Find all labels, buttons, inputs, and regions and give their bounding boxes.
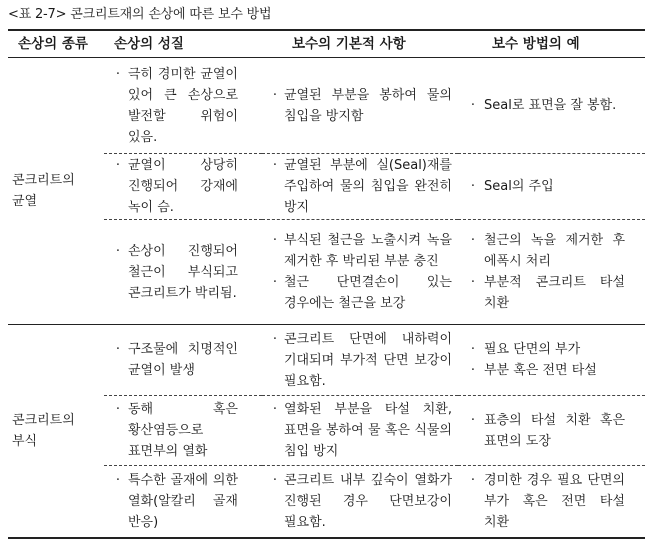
bullet-dot: · (115, 342, 121, 357)
bullet-item (266, 85, 452, 127)
bullet-dot: · (470, 363, 476, 378)
bullet-text: 철근의 녹을 제거한 후 에폭시 처리 (484, 233, 625, 269)
bullet-text: 철근 단면결손이 있는 경우에는 철근을 보강 (284, 275, 452, 311)
bullet-item (462, 470, 639, 533)
repair-example-cell (458, 466, 645, 538)
bullet-dot: · (272, 331, 278, 347)
bullet-dot: · (470, 275, 476, 290)
repair-method-table (8, 29, 645, 539)
table-row (8, 154, 645, 220)
damage-type-cell: 콘크리트의 균열 (8, 58, 104, 325)
bullet-text: 극히 경미한 균열이 있어 큰 손상으로 발전할 위험이 있음. (128, 66, 238, 145)
bullet-text: 콘크리트 내부 깊숙이 열화가 진행된 경우 단면보강이 필요함. (284, 472, 452, 530)
repair-example-cell (458, 58, 645, 154)
header-repair-basics: 보수의 기본적 사항 (262, 30, 458, 58)
bullet-text: Seal로 표면을 잘 봉함. (484, 98, 617, 113)
repair-example-cell (458, 220, 645, 325)
damage-nature-cell (104, 396, 262, 466)
bullet-item (266, 155, 452, 218)
bullet-text: 열화된 부분을 타설 치환, 표면을 봉하여 물 혹은 식물의 침입 방지 (284, 402, 452, 459)
bullet-text: 부분적 콘크리트 타설 치환 (484, 275, 625, 311)
bullet-item (462, 410, 639, 452)
repair-example-cell (458, 154, 645, 220)
bullet-text: 손상이 진행되어 철근이 부식되고 콘크리트가 박리됨. (128, 243, 238, 301)
repair-basics-cell (262, 325, 458, 396)
bullet-text: 부분 혹은 전면 타설 (484, 363, 597, 378)
bullet-dot: · (115, 402, 121, 417)
table-row (8, 220, 645, 325)
bullet-text: 경미한 경우 필요 단면의 부가 혹은 전면 타설 치환 (484, 472, 625, 530)
bullet-dot: · (272, 87, 278, 103)
repair-basics-cell (262, 220, 458, 325)
bullet-item (266, 272, 452, 314)
bullet-item (108, 155, 256, 218)
repair-basics-cell (262, 154, 458, 220)
bullet-dot: · (115, 158, 121, 173)
bullet-dot: · (470, 472, 476, 488)
bullet-text: 콘크리트 단면에 내하력이 기대되며 부가적 단면 보강이 필요함. (284, 331, 452, 389)
bullet-item (108, 339, 256, 381)
bullet-dot: · (470, 342, 476, 357)
bullet-item (462, 272, 639, 314)
bullet-text: 동해 혹은 황산염등으로 표면부의 열화 (128, 402, 238, 459)
bullet-text: 특수한 골재에 의한 열화(알칼리 골재 반응) (128, 472, 238, 530)
table-body (8, 58, 645, 538)
damage-nature-cell (104, 220, 262, 325)
bullet-dot: · (470, 412, 476, 428)
header-repair-examples: 보수 방법의 예 (458, 30, 645, 58)
repair-basics-cell (262, 58, 458, 154)
bullet-item (462, 95, 639, 116)
repair-basics-cell (262, 466, 458, 538)
bullet-dot: · (272, 275, 278, 290)
bullet-item (266, 399, 452, 462)
header-damage-type: 손상의 종류 (8, 30, 104, 58)
bullet-dot: · (115, 66, 121, 82)
table-caption: <표 2-7> 콘크리트재의 손상에 따른 보수 방법 (8, 7, 272, 22)
bullet-dot: · (272, 402, 278, 417)
bullet-item (266, 470, 452, 533)
damage-nature-cell (104, 325, 262, 396)
bullet-item (108, 470, 256, 533)
bullet-text: 표층의 타설 치환 혹은 표면의 도장 (484, 412, 625, 449)
bullet-item (108, 399, 256, 462)
bullet-item (266, 230, 452, 272)
bullet-text: 균열된 부분에 실(Seal)재를 주입하여 물의 침입을 완전히 방지 (284, 158, 452, 215)
bullet-dot: · (470, 179, 476, 194)
bullet-dot: · (470, 233, 476, 248)
damage-nature-cell (104, 154, 262, 220)
bullet-item (108, 241, 256, 304)
table-row (8, 325, 645, 396)
bullet-text: 균열이 상당히 진행되어 강재에 녹이 슴. (128, 158, 238, 215)
damage-type-cell: 콘크리트의 부식 (8, 325, 104, 538)
bullet-dot: · (470, 98, 476, 113)
bullet-text: 필요 단면의 부가 (484, 342, 581, 357)
bullet-dot: · (272, 233, 278, 248)
bullet-text: 부식된 철근을 노출시켜 녹을 제거한 후 박리된 부분 충진 (284, 233, 452, 269)
bullet-item (462, 360, 639, 381)
bullet-text: 구조물에 치명적인 균열이 발생 (128, 342, 238, 378)
bullet-item (266, 329, 452, 392)
header-damage-nature: 손상의 성질 (104, 30, 262, 58)
table-row (8, 466, 645, 538)
repair-basics-cell (262, 396, 458, 466)
bullet-item (108, 64, 256, 148)
bullet-item (462, 339, 639, 360)
bullet-item (462, 230, 639, 272)
damage-nature-cell (104, 466, 262, 538)
table-row (8, 396, 645, 466)
repair-example-cell (458, 325, 645, 396)
repair-example-cell (458, 396, 645, 466)
table-row (8, 58, 645, 154)
bullet-item (462, 176, 639, 197)
bullet-text: Seal의 주입 (484, 179, 554, 194)
bullet-dot: · (115, 243, 121, 259)
header-row (8, 30, 645, 58)
bullet-dot: · (272, 472, 278, 488)
bullet-dot: · (115, 472, 121, 488)
bullet-text: 균열된 부분을 봉하여 물의 침입을 방지함 (284, 87, 452, 124)
damage-nature-cell (104, 58, 262, 154)
bullet-dot: · (272, 158, 278, 173)
